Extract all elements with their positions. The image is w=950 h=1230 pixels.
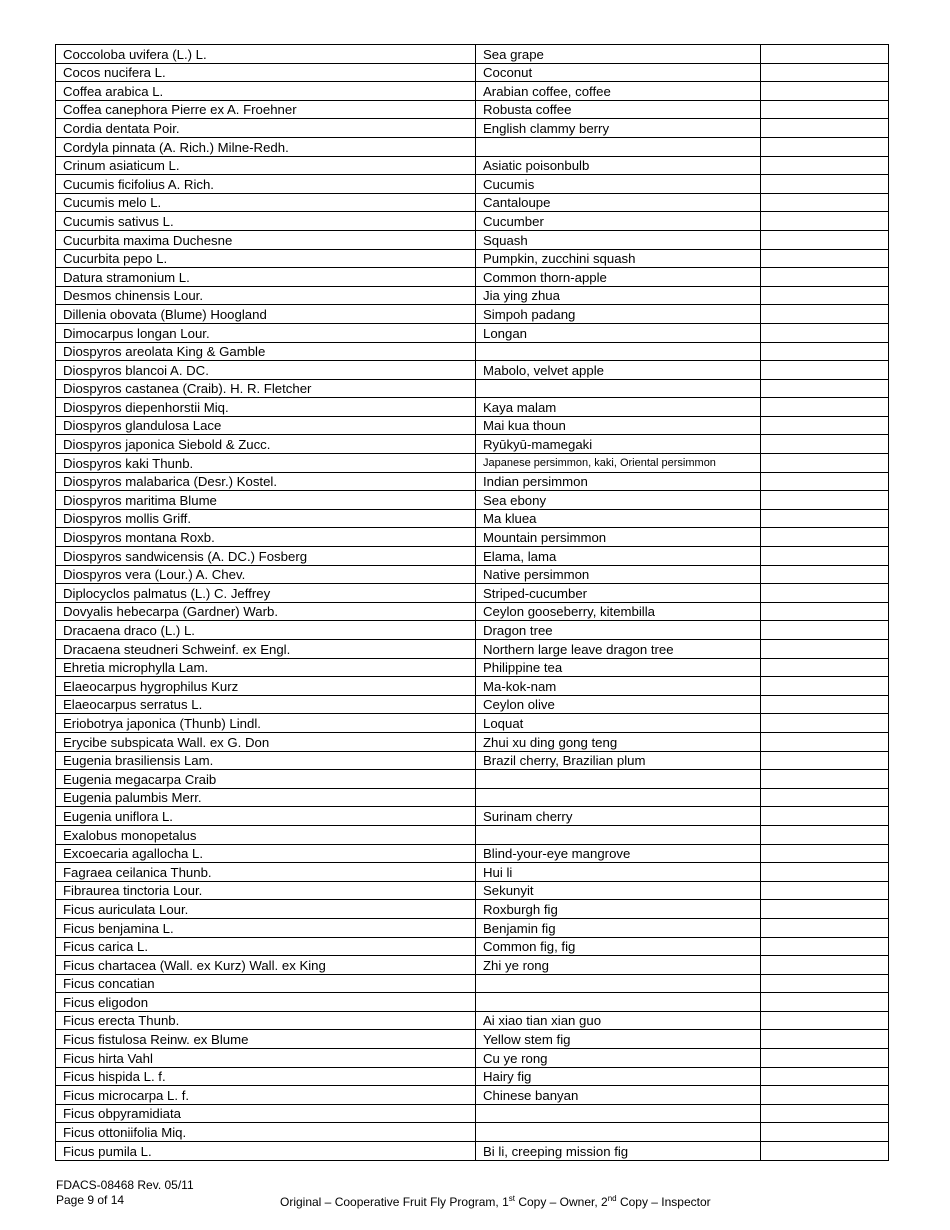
common-name-cell: Asiatic poisonbulb	[476, 156, 761, 175]
common-name-cell: Cucumber	[476, 212, 761, 231]
extra-cell	[761, 398, 889, 417]
scientific-name-cell: Cordia dentata Poir.	[56, 119, 476, 138]
scientific-name-cell: Fagraea ceilanica Thunb.	[56, 863, 476, 882]
common-name-cell: Indian persimmon	[476, 472, 761, 491]
table-row	[56, 621, 889, 640]
common-name-cell: Japanese persimmon, kaki, Oriental persimmon	[476, 454, 761, 473]
scientific-name-cell: Excoecaria agallocha L.	[56, 844, 476, 863]
extra-cell	[761, 1086, 889, 1105]
distribution-text-2: Copy – Owner, 2	[514, 1195, 608, 1209]
table-row	[56, 45, 889, 64]
common-name-cell: Bi li, creeping mission fig	[476, 1142, 761, 1161]
scientific-name-cell: Cucumis ficifolius A. Rich.	[56, 175, 476, 194]
extra-cell	[761, 1011, 889, 1030]
common-name-cell	[476, 993, 761, 1012]
common-name-cell: Coconut	[476, 63, 761, 82]
extra-cell	[761, 565, 889, 584]
table-row	[56, 63, 889, 82]
scientific-name-cell: Exalobus monopetalus	[56, 825, 476, 844]
scientific-name-cell: Diospyros glandulosa Lace	[56, 416, 476, 435]
scientific-name-cell: Desmos chinensis Lour.	[56, 286, 476, 305]
table-row	[56, 825, 889, 844]
common-name-cell	[476, 825, 761, 844]
common-name-cell: Striped-cucumber	[476, 584, 761, 603]
extra-cell	[761, 454, 889, 473]
scientific-name-cell: Dracaena steudneri Schweinf. ex Engl.	[56, 640, 476, 659]
extra-cell	[761, 361, 889, 380]
table-row	[56, 1142, 889, 1161]
table-row	[56, 993, 889, 1012]
scientific-name-cell: Cocos nucifera L.	[56, 63, 476, 82]
common-name-cell: Squash	[476, 230, 761, 249]
scientific-name-cell: Ficus microcarpa L. f.	[56, 1086, 476, 1105]
table-row	[56, 379, 889, 398]
common-name-cell: Sea grape	[476, 45, 761, 64]
common-name-cell: Loquat	[476, 714, 761, 733]
extra-cell	[761, 621, 889, 640]
common-name-cell: Hui li	[476, 863, 761, 882]
table-row	[56, 212, 889, 231]
extra-cell	[761, 863, 889, 882]
distribution-text-1: Original – Cooperative Fruit Fly Program, 1	[280, 1195, 509, 1209]
table-row	[56, 435, 889, 454]
scientific-name-cell: Diospyros japonica Siebold & Zucc.	[56, 435, 476, 454]
scientific-name-cell: Diospyros diepenhorstii Miq.	[56, 398, 476, 417]
extra-cell	[761, 137, 889, 156]
footer-distribution	[280, 1191, 711, 1210]
common-name-cell: Philippine tea	[476, 658, 761, 677]
common-name-cell: Common thorn-apple	[476, 268, 761, 287]
scientific-name-cell: Cucurbita pepo L.	[56, 249, 476, 268]
extra-cell	[761, 63, 889, 82]
scientific-name-cell: Ficus fistulosa Reinw. ex Blume	[56, 1030, 476, 1049]
common-name-cell: Northern large leave dragon tree	[476, 640, 761, 659]
scientific-name-cell: Cucumis melo L.	[56, 193, 476, 212]
table-row	[56, 714, 889, 733]
common-name-cell: Cantaloupe	[476, 193, 761, 212]
scientific-name-cell: Diospyros areolata King & Gamble	[56, 342, 476, 361]
extra-cell	[761, 807, 889, 826]
table-row	[56, 491, 889, 510]
page-number: Page 9 of 14	[56, 1193, 125, 1207]
extra-cell	[761, 305, 889, 324]
extra-cell	[761, 1123, 889, 1142]
scientific-name-cell: Eriobotrya japonica (Thunb) Lindl.	[56, 714, 476, 733]
extra-cell	[761, 584, 889, 603]
common-name-cell: Common fig, fig	[476, 937, 761, 956]
extra-cell	[761, 212, 889, 231]
table-row	[56, 956, 889, 975]
scientific-name-cell: Diospyros maritima Blume	[56, 491, 476, 510]
scientific-name-cell: Eugenia uniflora L.	[56, 807, 476, 826]
extra-cell	[761, 1067, 889, 1086]
scientific-name-cell: Diospyros montana Roxb.	[56, 528, 476, 547]
extra-cell	[761, 472, 889, 491]
extra-cell	[761, 918, 889, 937]
scientific-name-cell: Coffea canephora Pierre ex A. Froehner	[56, 100, 476, 119]
table-row	[56, 640, 889, 659]
table-row	[56, 156, 889, 175]
distribution-text-3: Copy – Inspector	[616, 1195, 711, 1209]
host-plant-table	[55, 44, 889, 1161]
footer-form-info	[56, 1178, 194, 1208]
extra-cell	[761, 286, 889, 305]
table-row	[56, 881, 889, 900]
table-row	[56, 509, 889, 528]
distribution-sup-2: nd	[607, 1194, 617, 1203]
extra-cell	[761, 956, 889, 975]
scientific-name-cell: Diospyros mollis Griff.	[56, 509, 476, 528]
scientific-name-cell: Eugenia brasiliensis Lam.	[56, 751, 476, 770]
table-row	[56, 602, 889, 621]
extra-cell	[761, 547, 889, 566]
table-row	[56, 770, 889, 789]
common-name-cell: Zhui xu ding gong teng	[476, 732, 761, 751]
extra-cell	[761, 714, 889, 733]
extra-cell	[761, 770, 889, 789]
host-plant-table-body	[56, 45, 889, 1161]
common-name-cell: Ceylon olive	[476, 695, 761, 714]
extra-cell	[761, 528, 889, 547]
extra-cell	[761, 937, 889, 956]
common-name-cell: Benjamin fig	[476, 918, 761, 937]
scientific-name-cell: Dillenia obovata (Blume) Hoogland	[56, 305, 476, 324]
table-row	[56, 175, 889, 194]
common-name-cell: Roxburgh fig	[476, 900, 761, 919]
table-row	[56, 249, 889, 268]
extra-cell	[761, 751, 889, 770]
extra-cell	[761, 268, 889, 287]
extra-cell	[761, 249, 889, 268]
scientific-name-cell: Cucumis sativus L.	[56, 212, 476, 231]
table-row	[56, 305, 889, 324]
table-row	[56, 900, 889, 919]
common-name-cell: Longan	[476, 323, 761, 342]
common-name-cell: Jia ying zhua	[476, 286, 761, 305]
scientific-name-cell: Erycibe subspicata Wall. ex G. Don	[56, 732, 476, 751]
extra-cell	[761, 640, 889, 659]
table-row	[56, 658, 889, 677]
extra-cell	[761, 1030, 889, 1049]
extra-cell	[761, 193, 889, 212]
table-row	[56, 565, 889, 584]
common-name-cell: Sea ebony	[476, 491, 761, 510]
extra-cell	[761, 732, 889, 751]
table-row	[56, 416, 889, 435]
common-name-cell: Ma kluea	[476, 509, 761, 528]
common-name-cell: Brazil cherry, Brazilian plum	[476, 751, 761, 770]
scientific-name-cell: Coccoloba uvifera (L.) L.	[56, 45, 476, 64]
table-row	[56, 398, 889, 417]
table-row	[56, 230, 889, 249]
table-row	[56, 268, 889, 287]
common-name-cell: Mai kua thoun	[476, 416, 761, 435]
scientific-name-cell: Eugenia palumbis Merr.	[56, 788, 476, 807]
common-name-cell	[476, 770, 761, 789]
table-row	[56, 1104, 889, 1123]
table-row	[56, 547, 889, 566]
common-name-cell	[476, 342, 761, 361]
common-name-cell: Kaya malam	[476, 398, 761, 417]
common-name-cell: Pumpkin, zucchini squash	[476, 249, 761, 268]
scientific-name-cell: Ficus concatian	[56, 974, 476, 993]
common-name-cell: Dragon tree	[476, 621, 761, 640]
extra-cell	[761, 677, 889, 696]
table-row	[56, 751, 889, 770]
scientific-name-cell: Diospyros kaki Thunb.	[56, 454, 476, 473]
scientific-name-cell: Elaeocarpus serratus L.	[56, 695, 476, 714]
scientific-name-cell: Diospyros sandwicensis (A. DC.) Fosberg	[56, 547, 476, 566]
table-row	[56, 863, 889, 882]
extra-cell	[761, 658, 889, 677]
common-name-cell	[476, 137, 761, 156]
extra-cell	[761, 491, 889, 510]
scientific-name-cell: Coffea arabica L.	[56, 82, 476, 101]
extra-cell	[761, 881, 889, 900]
scientific-name-cell: Diplocyclos palmatus (L.) C. Jeffrey	[56, 584, 476, 603]
extra-cell	[761, 1142, 889, 1161]
table-row	[56, 193, 889, 212]
common-name-cell: Ryūkyū-mamegaki	[476, 435, 761, 454]
table-row	[56, 788, 889, 807]
scientific-name-cell: Fibraurea tinctoria Lour.	[56, 881, 476, 900]
extra-cell	[761, 416, 889, 435]
table-row	[56, 528, 889, 547]
scientific-name-cell: Diospyros blancoi A. DC.	[56, 361, 476, 380]
extra-cell	[761, 45, 889, 64]
table-row	[56, 807, 889, 826]
distribution-sup-1: st	[508, 1194, 515, 1203]
scientific-name-cell: Datura stramonium L.	[56, 268, 476, 287]
common-name-cell: Cu ye rong	[476, 1049, 761, 1068]
common-name-cell: Mountain persimmon	[476, 528, 761, 547]
table-row	[56, 1086, 889, 1105]
extra-cell	[761, 100, 889, 119]
common-name-cell: Cucumis	[476, 175, 761, 194]
table-row	[56, 732, 889, 751]
extra-cell	[761, 119, 889, 138]
scientific-name-cell: Dimocarpus longan Lour.	[56, 323, 476, 342]
extra-cell	[761, 230, 889, 249]
common-name-cell: Hairy fig	[476, 1067, 761, 1086]
table-row	[56, 286, 889, 305]
table-row	[56, 342, 889, 361]
scientific-name-cell: Eugenia megacarpa Craib	[56, 770, 476, 789]
table-row	[56, 1011, 889, 1030]
table-row	[56, 100, 889, 119]
scientific-name-cell: Cordyla pinnata (A. Rich.) Milne-Redh.	[56, 137, 476, 156]
extra-cell	[761, 900, 889, 919]
scientific-name-cell: Ficus carica L.	[56, 937, 476, 956]
common-name-cell	[476, 379, 761, 398]
common-name-cell	[476, 788, 761, 807]
scientific-name-cell: Dracaena draco (L.) L.	[56, 621, 476, 640]
scientific-name-cell: Ficus chartacea (Wall. ex Kurz) Wall. ex King	[56, 956, 476, 975]
scientific-name-cell: Cucurbita maxima Duchesne	[56, 230, 476, 249]
common-name-cell: Mabolo, velvet apple	[476, 361, 761, 380]
extra-cell	[761, 974, 889, 993]
scientific-name-cell: Ficus hirta Vahl	[56, 1049, 476, 1068]
table-row	[56, 1030, 889, 1049]
table-row	[56, 137, 889, 156]
extra-cell	[761, 695, 889, 714]
table-row	[56, 1049, 889, 1068]
scientific-name-cell: Crinum asiaticum L.	[56, 156, 476, 175]
form-number: FDACS-08468 Rev. 05/11	[56, 1178, 194, 1192]
table-row	[56, 323, 889, 342]
common-name-cell: Chinese banyan	[476, 1086, 761, 1105]
table-row	[56, 1067, 889, 1086]
common-name-cell: Yellow stem fig	[476, 1030, 761, 1049]
common-name-cell	[476, 1104, 761, 1123]
common-name-cell: Elama, lama	[476, 547, 761, 566]
common-name-cell: Ceylon gooseberry, kitembilla	[476, 602, 761, 621]
table-row	[56, 677, 889, 696]
table-row	[56, 361, 889, 380]
extra-cell	[761, 435, 889, 454]
extra-cell	[761, 993, 889, 1012]
scientific-name-cell: Ficus obpyramidiata	[56, 1104, 476, 1123]
common-name-cell: Zhi ye rong	[476, 956, 761, 975]
table-row	[56, 918, 889, 937]
scientific-name-cell: Ficus eligodon	[56, 993, 476, 1012]
common-name-cell: Simpoh padang	[476, 305, 761, 324]
table-row	[56, 1123, 889, 1142]
common-name-cell: Sekunyit	[476, 881, 761, 900]
scientific-name-cell: Diospyros vera (Lour.) A. Chev.	[56, 565, 476, 584]
common-name-cell: Ai xiao tian xian guo	[476, 1011, 761, 1030]
extra-cell	[761, 1104, 889, 1123]
extra-cell	[761, 1049, 889, 1068]
scientific-name-cell: Ficus erecta Thunb.	[56, 1011, 476, 1030]
common-name-cell: Ma-kok-nam	[476, 677, 761, 696]
common-name-cell: Arabian coffee, coffee	[476, 82, 761, 101]
extra-cell	[761, 379, 889, 398]
scientific-name-cell: Ficus hispida L. f.	[56, 1067, 476, 1086]
extra-cell	[761, 844, 889, 863]
scientific-name-cell: Ficus benjamina L.	[56, 918, 476, 937]
scientific-name-cell: Ehretia microphylla Lam.	[56, 658, 476, 677]
scientific-name-cell: Ficus auriculata Lour.	[56, 900, 476, 919]
extra-cell	[761, 323, 889, 342]
table-row	[56, 695, 889, 714]
extra-cell	[761, 342, 889, 361]
table-row	[56, 454, 889, 473]
table-row	[56, 937, 889, 956]
common-name-cell: English clammy berry	[476, 119, 761, 138]
common-name-cell: Blind-your-eye mangrove	[476, 844, 761, 863]
common-name-cell: Robusta coffee	[476, 100, 761, 119]
table-row	[56, 472, 889, 491]
table-row	[56, 584, 889, 603]
common-name-cell	[476, 1123, 761, 1142]
extra-cell	[761, 602, 889, 621]
common-name-cell	[476, 974, 761, 993]
table-row	[56, 974, 889, 993]
table-row	[56, 119, 889, 138]
table-row	[56, 82, 889, 101]
extra-cell	[761, 509, 889, 528]
scientific-name-cell: Ficus ottoniifolia Miq.	[56, 1123, 476, 1142]
scientific-name-cell: Dovyalis hebecarpa (Gardner) Warb.	[56, 602, 476, 621]
table-row	[56, 844, 889, 863]
extra-cell	[761, 82, 889, 101]
scientific-name-cell: Elaeocarpus hygrophilus Kurz	[56, 677, 476, 696]
common-name-cell: Surinam cherry	[476, 807, 761, 826]
extra-cell	[761, 825, 889, 844]
extra-cell	[761, 156, 889, 175]
extra-cell	[761, 788, 889, 807]
common-name-cell: Native persimmon	[476, 565, 761, 584]
extra-cell	[761, 175, 889, 194]
scientific-name-cell: Diospyros malabarica (Desr.) Kostel.	[56, 472, 476, 491]
scientific-name-cell: Diospyros castanea (Craib). H. R. Fletcher	[56, 379, 476, 398]
scientific-name-cell: Ficus pumila L.	[56, 1142, 476, 1161]
